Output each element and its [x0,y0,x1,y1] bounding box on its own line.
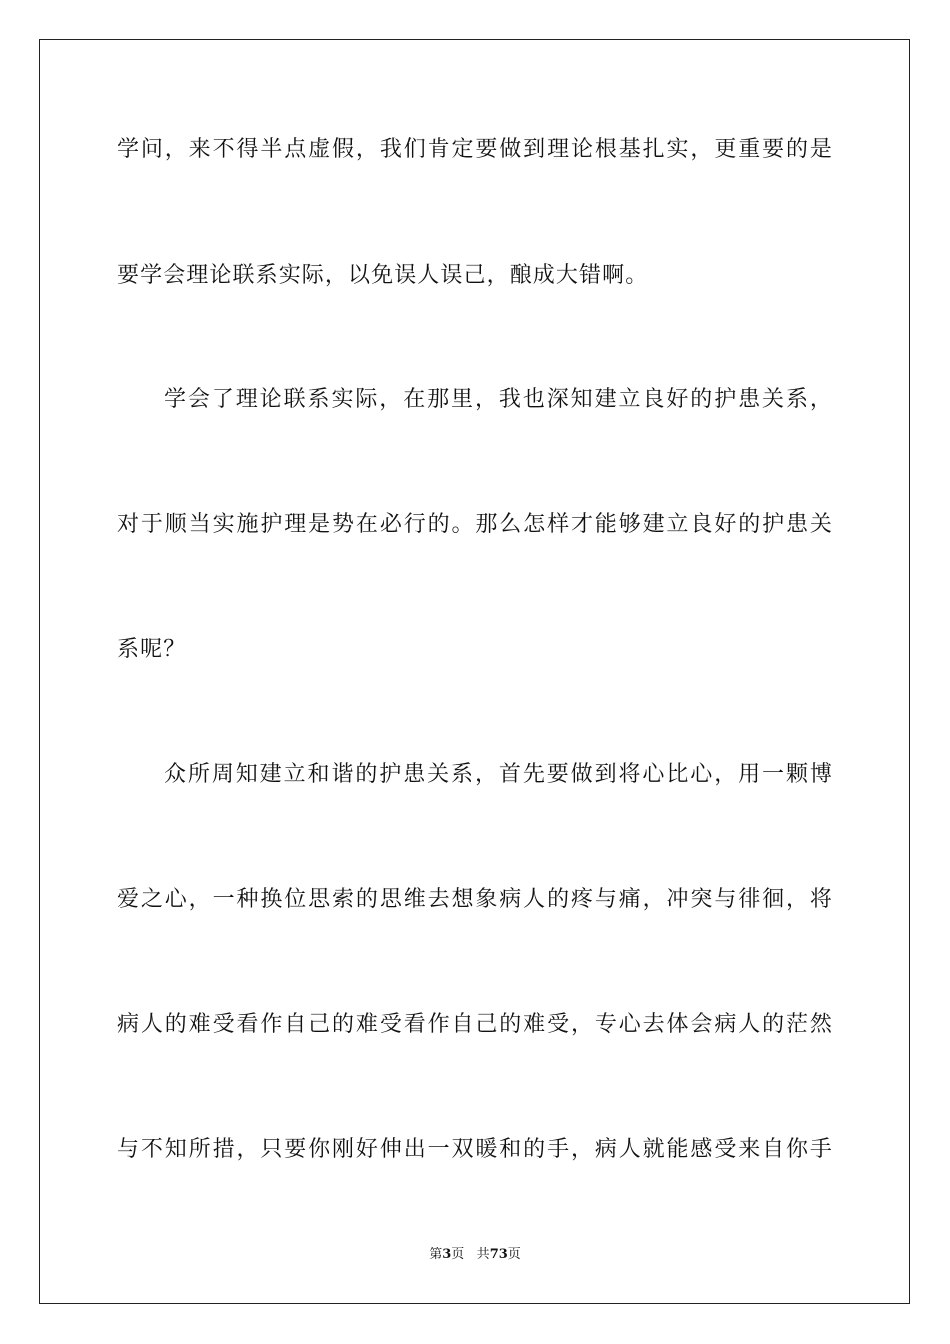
total-pages: 73 [489,1247,508,1262]
text-line-7: 爱之心，一种换位思索的思维去想象病人的疼与痛，冲突与徘徊，将 [117,887,833,912]
text-line-5: 系呢？ [117,637,187,662]
text-line-1: 学问，来不得半点虚假，我们肯定要做到理论根基扎实，更重要的是 [117,137,833,162]
page-footer [0,1246,950,1264]
text-line-8: 病人的难受看作自己的难受看作自己的难受，专心去体会病人的茫然 [117,1012,833,1037]
total-suffix: 页 [507,1247,521,1262]
page-number: 3 [442,1247,452,1262]
text-line-2: 要学会理论联系实际，以免误人误己，酿成大错啊。 [117,263,649,288]
page-frame [39,39,910,1304]
text-line-9: 与不知所措，只要你刚好伸出一双暖和的手，病人就能感受来自你手 [117,1137,833,1162]
page-suffix: 页 [451,1247,465,1262]
text-line-4: 对于顺当实施护理是势在必行的。那么怎样才能够建立良好的护患关 [117,512,833,537]
total-prefix: 共 [476,1247,490,1262]
page-prefix: 第 [429,1247,443,1262]
text-line-6: 众所周知建立和谐的护患关系，首先要做到将心比心，用一颗博 [164,762,833,787]
text-line-3: 学会了理论联系实际，在那里，我也深知建立良好的护患关系， [164,387,833,412]
